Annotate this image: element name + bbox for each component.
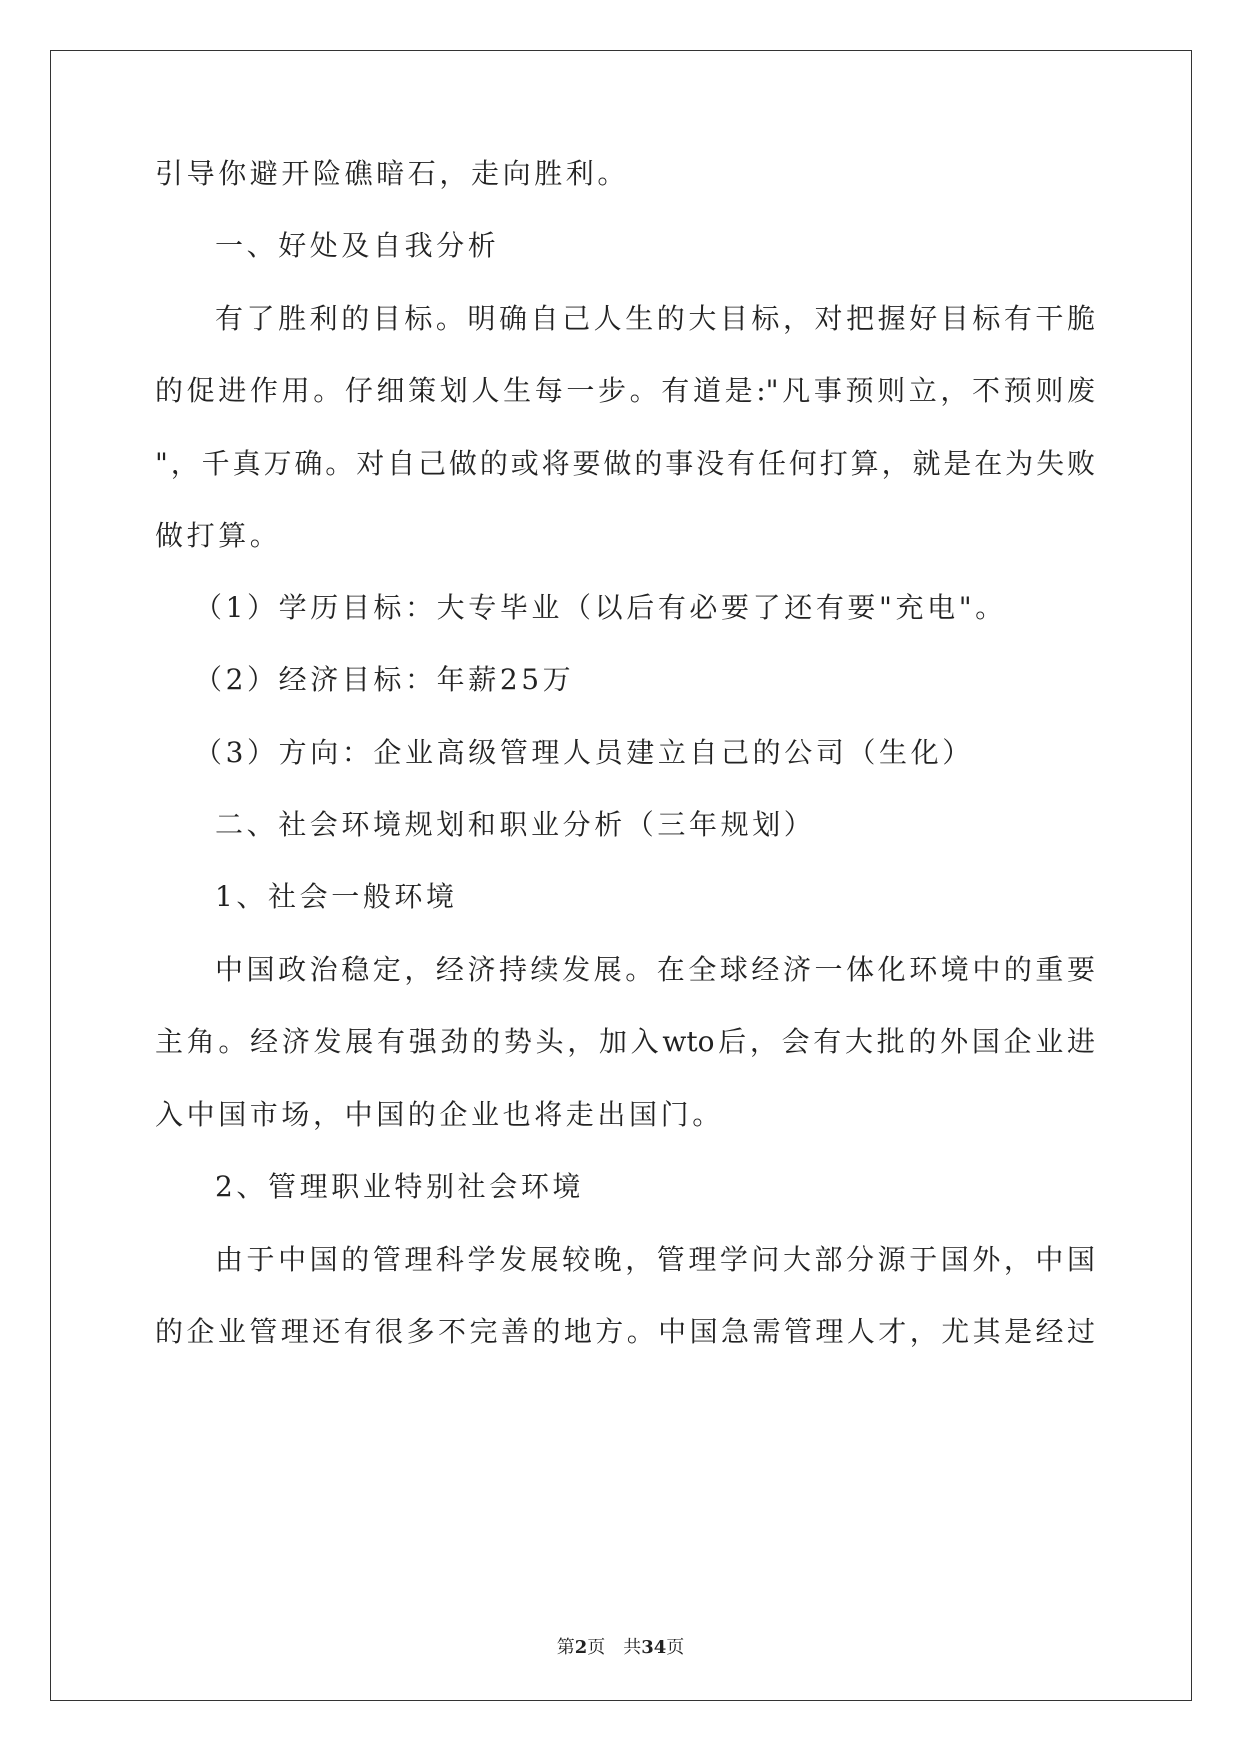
subsection-heading: 2、管理职业特别社会环境	[215, 1170, 585, 1203]
text-line: 的促进作用。仔细策划人生每一步。有道是:"凡事预则立，不预则废	[155, 374, 1095, 407]
list-item: （1）学历目标：大专毕业（以后有必要了还有要"充电"。	[194, 591, 1007, 624]
section-heading: 二、社会环境规划和职业分析（三年规划）	[215, 808, 816, 841]
text-line: "，千真万确。对自己做的或将要做的事没有任何打算，就是在为失败	[155, 447, 1095, 480]
list-item: （3）方向：企业高级管理人员建立自己的公司（生化）	[194, 736, 974, 769]
section-heading: 一、好处及自我分析	[215, 229, 500, 262]
page-number: 2	[574, 1637, 588, 1658]
subsection-heading: 1、社会一般环境	[215, 880, 458, 913]
text-line: 主角。经济发展有强劲的势头，加入wto后，会有大批的外国企业进	[155, 1025, 1095, 1058]
text-line: 入中国市场，中国的企业也将走出国门。	[155, 1098, 724, 1131]
list-item: （2）经济目标：年薪25万	[194, 663, 575, 696]
text-line: 有了胜利的目标。明确自己人生的大目标，对把握好目标有干脆	[215, 302, 1095, 335]
text-line: 中国政治稳定，经济持续发展。在全球经济一体化环境中的重要	[215, 953, 1095, 986]
text-line: 引导你避开险礁暗石，走向胜利。	[155, 157, 630, 190]
page-border	[50, 50, 1192, 1701]
footer-prefix: 第	[556, 1637, 575, 1658]
page-footer	[0, 1633, 1241, 1659]
text-line: 的企业管理还有很多不完善的地方。中国急需管理人才，尤其是经过	[155, 1315, 1095, 1348]
total-pages: 34	[641, 1637, 667, 1658]
footer-middle: 页 共	[587, 1637, 642, 1658]
footer-suffix: 页	[666, 1637, 685, 1658]
text-line: 做打算。	[155, 519, 282, 552]
text-line: 由于中国的管理科学发展较晚，管理学问大部分源于国外，中国	[215, 1243, 1095, 1276]
